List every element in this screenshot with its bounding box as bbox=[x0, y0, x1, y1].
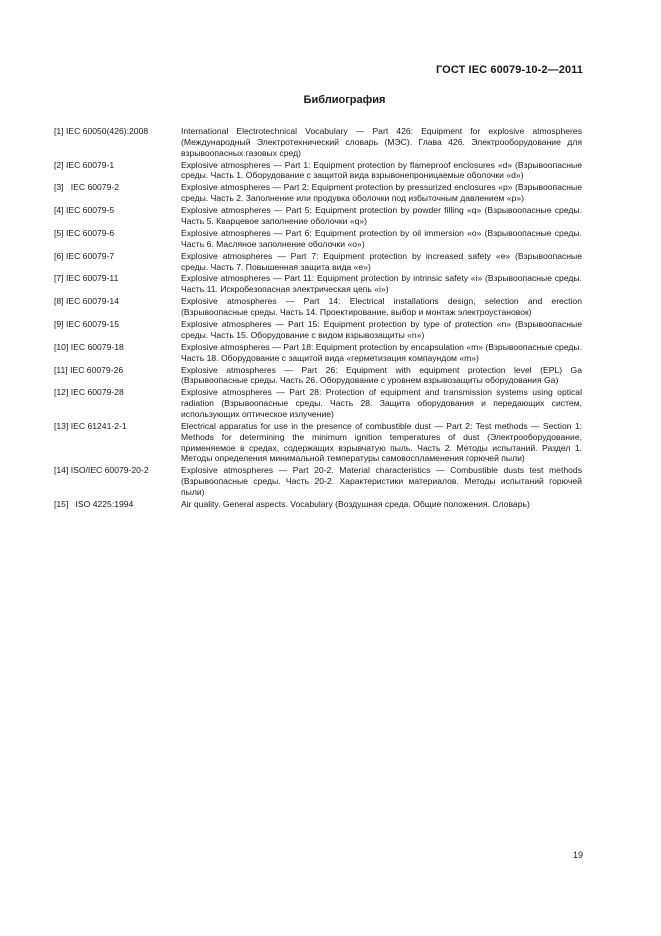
entry-description: Explosive atmospheres — Part 15: Equipment protection by type of protection «n» (Взрывоопасные среды. Часть 15. Оборудование с видом взрывозащиты «n») bbox=[181, 319, 582, 340]
entry-description: Explosive atmospheres — Part 28: Protection of equipment and transmission systems using optical radiation (Взрывоопасные среды. Часть 28. Защита оборудования и передающих систем, использующих оптическое излучение) bbox=[181, 387, 582, 419]
entry-description: Explosive atmospheres — Part 6: Equipment protection by oil immersion «o» (Взрывоопасные среды. Часть 6. Масляное заполнение оболочки «o») bbox=[181, 227, 582, 249]
bibliography-entry bbox=[54, 365, 582, 387]
entry-code: IEC 60079-7 bbox=[65, 250, 115, 261]
entry-reference bbox=[54, 251, 181, 273]
bibliography-entry bbox=[54, 421, 582, 464]
bibliography-entry bbox=[54, 319, 582, 341]
entry-reference bbox=[54, 273, 181, 295]
entry-code: IEC 60050(426):2008 bbox=[65, 126, 149, 136]
entry-number: [9] bbox=[54, 319, 64, 330]
entry-code: IEC 61241-2-1 bbox=[70, 420, 127, 431]
entry-description: Explosive atmospheres — Part 7: Equipment protection by increased safety «e» (Взрывоопасные среды. Часть 7. Повышенная защита вида «e») bbox=[181, 250, 582, 272]
entry-code: IEC 60079-6 bbox=[65, 227, 115, 238]
entry-reference bbox=[54, 296, 181, 318]
entry-number: [1] bbox=[54, 126, 64, 136]
entry-code: IEC 60079-1 bbox=[65, 159, 115, 170]
entry-description: Explosive atmospheres — Part 5: Equipment protection by powder filling «q» (Взрывоопасные среды. Часть 5. Кварцевое заполнение оболочки «q») bbox=[181, 205, 582, 226]
entry-number: [15] bbox=[54, 498, 69, 509]
entry-code: IEC 60079-11 bbox=[65, 273, 119, 284]
entry-number: [13] bbox=[54, 420, 69, 431]
entry-reference bbox=[54, 387, 181, 419]
entry-description: Explosive atmospheres — Part 11: Equipment protection by intrinsic safety «i» (Взрывоопасные среды. Часть 11. Искробезопасная электрическая цепь «i») bbox=[181, 273, 582, 295]
entry-code: ISO 4225:1994 bbox=[75, 498, 134, 509]
entry-description: International Electrotechnical Vocabulary — Part 426: Equipment for explosive atmospheres (Международный Электротехнический словарь (МЭС). Глава 426. Электрооборудование для взрывоопасных газовых сред) bbox=[181, 126, 582, 158]
entry-description: Explosive atmospheres — Part 1: Equipment protection by flameproof enclosures «d» (Взрывоопасные среды. Часть 1. Оборудование с защитой вида взрывонепроницаемые оболочки «d») bbox=[181, 159, 582, 181]
entry-number: [12] bbox=[54, 387, 69, 398]
entry-number: [14] bbox=[54, 465, 69, 476]
entry-reference bbox=[54, 465, 181, 497]
page-number: 19 bbox=[572, 850, 583, 860]
entry-reference bbox=[54, 319, 181, 341]
entry-reference bbox=[54, 499, 181, 510]
entry-description: Explosive atmospheres — Part 2: Equipment protection by pressurized enclosures «p» (Взрывоопасные среды. Часть 2. Заполнение или продувка оболочки под избыточным давлением «p») bbox=[181, 182, 582, 204]
entry-description: Explosive atmospheres — Part 26: Equipment with equipment protection level (EPL) Ga (Взрывоопасные среды. Часть 26. Оборудование с уровнем взрывозащиты оборудования Ga) bbox=[181, 364, 582, 386]
entry-code: IEC 60079-14 bbox=[65, 296, 119, 307]
entry-reference bbox=[54, 365, 181, 387]
bibliography-entry bbox=[54, 499, 582, 510]
entry-code: IEC 60079-28 bbox=[70, 387, 124, 398]
entry-number: [11] bbox=[54, 364, 68, 375]
bibliography-entry bbox=[54, 228, 582, 250]
bibliography-entry bbox=[54, 387, 582, 419]
entry-reference bbox=[54, 182, 181, 204]
bibliography-list bbox=[54, 126, 582, 511]
entry-code: IEC 60079-18 bbox=[70, 341, 124, 352]
bibliography-title: Библиография bbox=[303, 94, 386, 106]
entry-description: Explosive atmospheres — Part 18: Equipment protection by encapsulation «m» (Взрывоопасные среды. Часть 18. Оборудование с защитой вида «герметизация компаундом «m») bbox=[181, 341, 582, 363]
entry-number: [6] bbox=[54, 250, 64, 261]
entry-description: Air quality. General aspects. Vocabulary (Воздушная среда. Общие положения. Словарь) bbox=[181, 498, 530, 509]
bibliography-entry bbox=[54, 465, 582, 497]
standard-id-header: ГОСТ IEC 60079-10-2—2011 bbox=[435, 64, 583, 76]
bibliography-entry bbox=[54, 160, 582, 182]
bibliography-entry bbox=[54, 182, 582, 204]
entry-code: IEC 60079-15 bbox=[65, 319, 119, 330]
entry-reference bbox=[54, 205, 181, 227]
entry-code: IEC 60079-26 bbox=[70, 364, 124, 375]
bibliography-entry bbox=[54, 205, 582, 227]
entry-code: IEC 60079-2 bbox=[70, 182, 119, 193]
bibliography-entry bbox=[54, 251, 582, 273]
bibliography-entry bbox=[54, 273, 582, 295]
entry-number: [8] bbox=[54, 296, 64, 307]
entry-number: [7] bbox=[54, 273, 64, 284]
bibliography-entry bbox=[54, 342, 582, 364]
entry-description: Explosive atmospheres — Part 20-2. Material characteristics — Combustible dusts test methods (Взрывоопасные среды. Часть 20-2. Характеристики материалов. Методы испытаний горючей пыли) bbox=[181, 465, 582, 497]
entry-number: [3] bbox=[54, 182, 64, 193]
entry-number: [2] bbox=[54, 159, 64, 170]
entry-description: Electrical apparatus for use in the presence of combustible dust — Part 2: Test methods — Section 1: Methods for determining the minimum ignition temperatures of dust (Электрооборудование, применяемое в средах, содержащих взрывчатую пыль. Часть 2. Методы испытаний. Раздел 1. Методы определения минимальной температуры самовоспламенения горючей пыли) bbox=[181, 420, 582, 464]
entry-reference bbox=[54, 126, 181, 158]
entry-reference bbox=[54, 421, 181, 464]
entry-number: [10] bbox=[54, 341, 69, 352]
entry-code: IEC 60079-5 bbox=[65, 205, 115, 216]
bibliography-entry bbox=[54, 126, 582, 158]
entry-reference bbox=[54, 342, 181, 364]
entry-description: Explosive atmospheres — Part 14: Electrical installations design, selection and erection (Взрывоопасные среды. Часть 14. Проектирование, выбор и монтаж электроустановок) bbox=[181, 296, 582, 318]
entry-code: ISO/IEC 60079-20-2 bbox=[70, 465, 149, 476]
entry-number: [4] bbox=[54, 205, 64, 216]
entry-number: [5] bbox=[54, 227, 64, 238]
entry-reference bbox=[54, 228, 181, 250]
entry-reference bbox=[54, 160, 181, 182]
bibliography-entry bbox=[54, 296, 582, 318]
